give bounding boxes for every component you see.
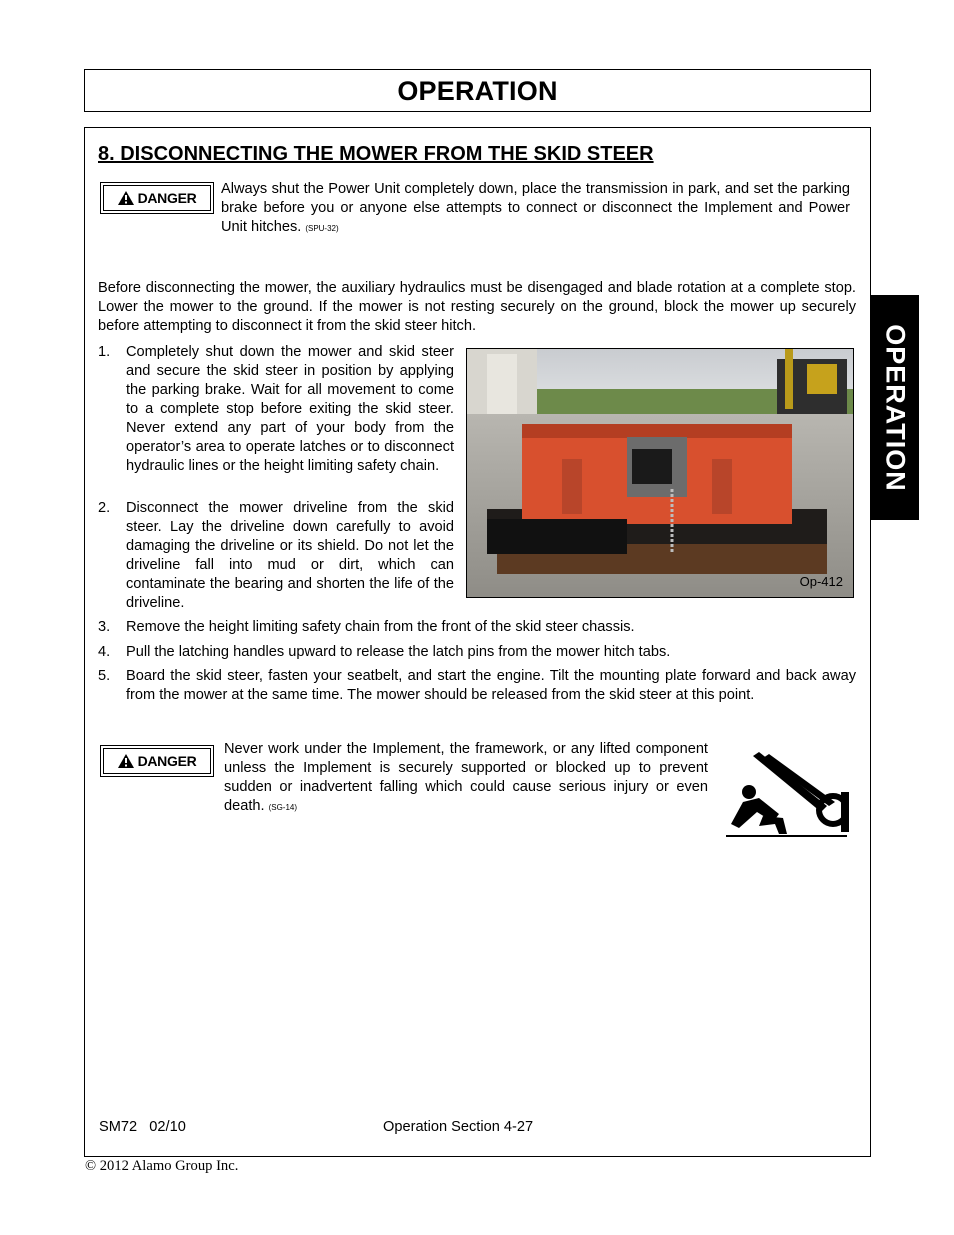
page-header (84, 69, 871, 112)
step-number: 5. (98, 668, 111, 684)
danger-code: (SG-14) (268, 803, 298, 812)
step-number: 4. (98, 644, 111, 660)
danger-message (224, 740, 708, 817)
step-text: Completely shut down the mower and skid steer and secure the skid steer in position by applying the parking brake. Wait for all movement to come to a complete stop before exiting the skid steer. Never extend any part of your body from the operator’s area to operate latches or to disconnect hydraulic lines or the height limiting safety chain. (126, 344, 454, 474)
danger-label: DANGER (137, 753, 197, 769)
list-item (98, 499, 454, 613)
warning-icon (118, 754, 134, 768)
mower-photo-illustration (467, 349, 854, 598)
step-text: Pull the latching handles upward to release the latch pins from the mower hitch tabs. (126, 644, 671, 660)
list-item (98, 667, 856, 705)
warning-icon (118, 191, 134, 205)
intro-paragraph: Before disconnecting the mower, the auxiliary hydraulics must be disengaged and blade rotation at a complete stop. Lower the mower to the ground. If the mower is not resting securely on the ground, block the mower up securely before attempting to disconnect it from the skid steer hitch. (98, 280, 856, 334)
side-tab-label: OPERATION (880, 323, 910, 492)
list-item (98, 343, 454, 495)
step-text: Board the skid steer, fasten your seatbelt, and start the engine. Tilt the mounting plate forward and back away from the mower at the same time. The mower should be released from the skid steer at this point. (126, 668, 856, 703)
danger-message (221, 180, 850, 238)
list-item (98, 643, 856, 662)
danger-badge (100, 745, 214, 777)
danger-text: Always shut the Power Unit completely down, place the transmission in park, and set the parking brake before you or anyone else attempts to connect or disconnect the Implement and Power Unit hitches. (221, 181, 850, 235)
step-number: 2. (98, 500, 111, 516)
step-number: 1. (98, 344, 111, 360)
step-text: Disconnect the mower driveline from the skid steer. Lay the driveline down carefully to avoid damaging the driveline or its shield. Do not let the driveline fall into mud or dirt, which can contaminate the bearing and shorten the life of the driveline. (126, 500, 454, 611)
mower-photo (466, 348, 854, 598)
copyright: © 2012 Alamo Group Inc. (85, 1158, 239, 1174)
page-title: OPERATION (397, 76, 558, 106)
side-tab (870, 295, 919, 520)
danger-badge (100, 182, 214, 214)
step-number: 3. (98, 619, 111, 635)
crush-hazard-icon (723, 744, 849, 840)
danger-code: (SPU-32) (305, 224, 339, 233)
danger-label: DANGER (137, 190, 197, 206)
footer-doc-id: SM72 02/10 (99, 1119, 186, 1135)
section-title: 8. DISCONNECTING THE MOWER FROM THE SKID STEER (98, 143, 654, 165)
step-text: Remove the height limiting safety chain from the front of the skid steer chassis. (126, 619, 635, 635)
danger-text: Never work under the Implement, the framework, or any lifted component unless the Implement is securely supported or blocked up to prevent sudden or inadvertent falling which could cause serious injury or even death. (224, 741, 708, 814)
footer-page-number: Operation Section 4-27 (383, 1119, 534, 1135)
list-item (98, 618, 856, 637)
photo-tag: Op-412 (799, 574, 843, 589)
